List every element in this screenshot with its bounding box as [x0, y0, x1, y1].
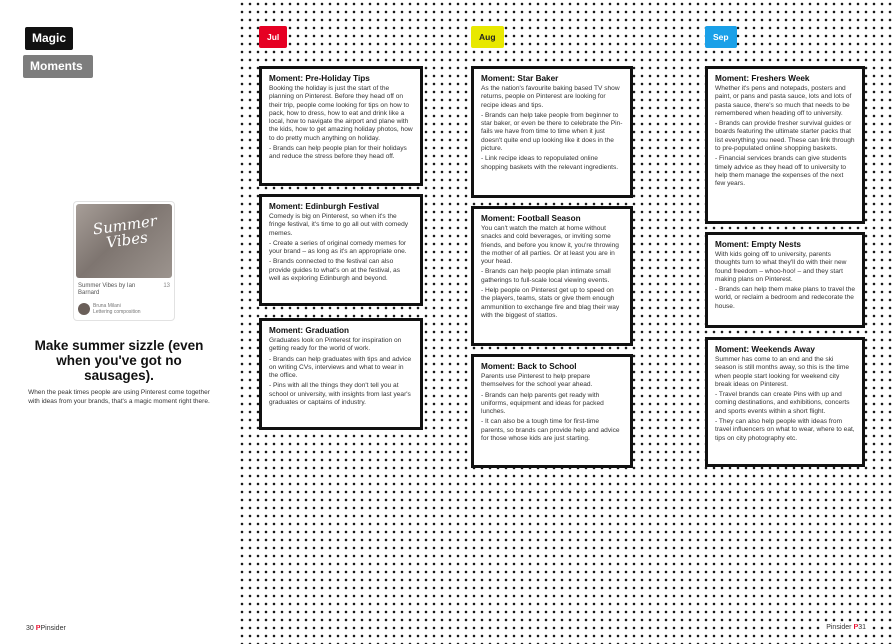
moment-card-edinburgh-festival: [259, 194, 423, 306]
pin-count: 13: [163, 283, 170, 289]
card-text: - Create a series of original comedy memes for your brand – as long as it's an appropriate one.: [269, 239, 407, 256]
card-title: Moment: Back to School: [481, 362, 577, 371]
card-text: - Brands can help parents get ready with uniforms, equipment and ideas for packed lunches.: [481, 391, 604, 416]
card-text: Booking the holiday is just the start of the planning on Pinterest. Before they head off on their trip, people come looking for tips on how to pack, how to dress, how to eat and drink like a local, how to navigate the airport and plane with the kids, how to get amazing holiday photos, how to do pretty much anything on holiday.: [269, 85, 413, 142]
moment-card-back-to-school: [471, 354, 633, 468]
card-text: - Brands can help graduates with tips and advice on writing CVs, interviews and what to wear in the office.: [269, 355, 412, 380]
card-text: - Travel brands can create Pins with up and coming destinations, and exhibitions, concerts and sports events within a short flight.: [715, 391, 850, 415]
pinterest-mark-icon: 𝐏: [35, 625, 41, 632]
pinterest-mark-icon: 𝐏: [853, 624, 859, 631]
moments-tag: Moments: [23, 55, 93, 78]
headline: Make summer sizzle (even when you've got no sausages).: [34, 338, 204, 383]
card-title: Moment: Pre-Holiday Tips: [269, 74, 370, 83]
moment-card-empty-nests: [705, 232, 865, 328]
moment-card-football-season: [471, 206, 633, 346]
moment-card-pre-holiday-tips: [259, 66, 423, 186]
card-text: - Brands connected to the festival can also provide guides to what's on at the festival, as well as exploring Edinburgh and beyond.: [269, 258, 401, 283]
avatar[interactable]: [78, 303, 90, 315]
card-text: You can't watch the match at home without snacks and cold beverages, or inviting some friends, and before you know it, you're throwing the mother of all parties. Or at least you are in your head.: [481, 225, 619, 266]
card-text: - Link recipe ideas to repopulated online shopping baskets with the relevant ingredients.: [481, 155, 619, 171]
footer-brand-left: Pinsider: [40, 625, 66, 632]
card-text: - Brands can provide fresher survival guides or boards featuring the ultimate starter packs that list everything you need. These can link through to pre-populated online shopping baskets.: [715, 120, 855, 153]
month-aug: Aug: [471, 26, 504, 48]
card-title: Moment: Star Baker: [481, 74, 559, 83]
footer-brand-right: Pinsider: [826, 624, 852, 631]
card-text: With kids going off to university, parents thoughts turn to what they'll do with their new found freedom – whoo-hoo! – and they start making plans on Pinterest.: [715, 251, 847, 283]
pin-user-board: Lettering composition: [93, 309, 141, 315]
moment-card-freshers-week: [705, 66, 865, 224]
pin-card[interactable]: [73, 201, 175, 321]
card-text: Parents use Pinterest to help prepare themselves for the school year ahead.: [481, 373, 593, 389]
page-number-left: 30: [26, 625, 34, 632]
pin-image[interactable]: [76, 204, 172, 278]
page-number-right: 31: [858, 624, 866, 631]
card-title: Moment: Graduation: [269, 326, 350, 335]
pin-title: Summer Vibes by Ian Barnard: [78, 283, 136, 296]
card-text: - Financial services brands can give students timely advice as they head off to university to help them manage the expenses of the next few years.: [715, 155, 847, 188]
card-text: As the nation's favourite baking based TV show returns, people on Pinterest are looking for recipe ideas and tips.: [481, 85, 620, 109]
card-text: Graduates look on Pinterest for inspiration on getting ready for the world of work.: [269, 337, 402, 353]
card-text: - Brands can help people plan intimate small gatherings to full-scale local viewing events.: [481, 268, 611, 284]
card-title: Moment: Edinburgh Festival: [269, 202, 380, 211]
card-title: Moment: Football Season: [481, 214, 581, 223]
pin-user[interactable]: [78, 303, 141, 315]
magic-tag: Magic: [25, 27, 73, 50]
moment-card-weekends-away: [705, 337, 865, 467]
pin-user-name: Bruna Milani: [93, 303, 121, 309]
pin-image-lettering: Summer Vibes: [91, 211, 159, 252]
intro-text: When the peak times people are using Pinterest come together with ideas from your brands, that's a magic moment right there.: [28, 389, 210, 405]
card-text: - They can also help people with ideas from travel influencers on what to wear, where to eat, tips on city photography etc.: [715, 418, 855, 442]
card-title: Moment: Weekends Away: [715, 345, 815, 354]
card-text: - Brands can help people plan for their holidays and reduce the stress before they head off.: [269, 145, 407, 161]
card-text: - Brands can help take people from beginner to star baker, or even be there to celebrate the Pin-fails we have from time to time when it just doesn't quite end up looking like it does in the picture.: [481, 111, 623, 153]
left-page: [0, 0, 238, 644]
card-title: Moment: Freshers Week: [715, 74, 810, 83]
footer-left: [26, 625, 66, 633]
card-text: - Pins with all the things they don't tell you at school or university, with insights from last year's graduates or captains of industry.: [269, 382, 411, 407]
month-sep: Sep: [705, 26, 737, 48]
footer-right: [824, 623, 868, 633]
card-text: - It can also be a tough time for first-time parents, so brands can provide help and advice for those whose kids are just starting.: [481, 418, 620, 443]
card-text: Summer has come to an end and the ski season is still months away, so this is the time when people start looking for weekend city break ideas on Pinterest.: [715, 356, 850, 388]
card-title: Moment: Empty Nests: [715, 240, 801, 249]
moment-card-star-baker: [471, 66, 633, 198]
card-text: - Brands can help them make plans to travel the world, or reclaim a bedroom and redecorate the house.: [715, 286, 856, 310]
month-jul: Jul: [259, 26, 287, 48]
moment-card-graduation: [259, 318, 423, 430]
card-text: - Help people on Pinterest get up to speed on the players, teams, stats or give them enough ammunition to exchange fire and blag their way with the biggest of stattos.: [481, 287, 620, 319]
card-text: Whether it's pens and notepads, posters and paint, or pans and pasta sauce, lots and lots of pasta sauce, there's so much that needs to be remembered when heading off to university.: [715, 85, 852, 117]
card-text: Comedy is big on Pinterest, so when it's the fringe festival, it's time to go all out with comedy memes.: [269, 213, 409, 237]
